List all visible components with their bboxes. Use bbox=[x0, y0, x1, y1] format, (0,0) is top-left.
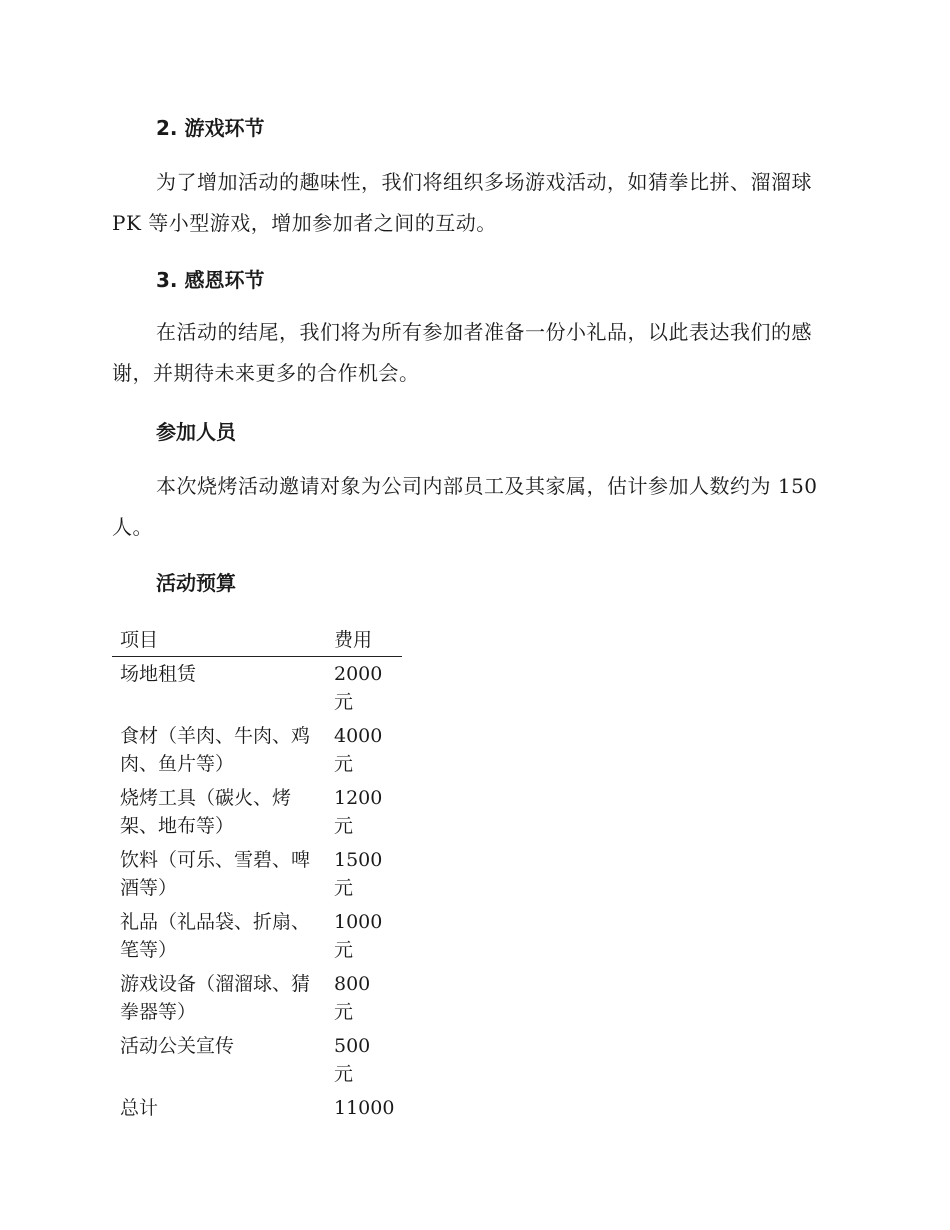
budget-header-cost: 费用 bbox=[326, 622, 402, 657]
budget-table-header-row bbox=[112, 622, 402, 657]
section-heading-participants: 参加人员 bbox=[156, 420, 236, 444]
table-row-total bbox=[112, 1091, 402, 1125]
budget-cost-cell: 1000 元 bbox=[334, 911, 383, 961]
table-row bbox=[112, 719, 402, 781]
budget-cost-cell: 500 元 bbox=[334, 1035, 371, 1085]
section-paragraph-participants: 本次烧烤活动邀请对象为公司内部员工及其家属，估计参加人数约为 150 人。 bbox=[112, 474, 818, 539]
budget-item-cell: 食材（羊肉、牛肉、鸡肉、鱼片等） bbox=[120, 725, 311, 775]
budget-cost-cell: 2000 元 bbox=[334, 663, 383, 713]
table-row bbox=[112, 905, 402, 967]
budget-item-cell: 游戏设备（溜溜球、猜拳器等） bbox=[120, 973, 311, 1023]
budget-item-cell: 礼品（礼品袋、折扇、笔等） bbox=[120, 911, 311, 961]
budget-item-cell: 饮料（可乐、雪碧、啤酒等） bbox=[120, 849, 311, 899]
budget-table bbox=[112, 622, 402, 1125]
section-paragraph-games: 为了增加活动的趣味性，我们将组织多场游戏活动，如猜拳比拼、溜溜球 PK 等小型游戏，增加参加者之间的互动。 bbox=[112, 170, 812, 235]
budget-cost-cell: 4000 元 bbox=[334, 725, 383, 775]
budget-total-label: 总计 bbox=[120, 1097, 159, 1119]
table-row bbox=[112, 843, 402, 905]
table-row bbox=[112, 1029, 402, 1091]
budget-item-cell: 烧烤工具（碳火、烤架、地布等） bbox=[120, 787, 292, 837]
budget-item-cell: 场地租赁 bbox=[120, 663, 197, 685]
table-row bbox=[112, 781, 402, 843]
section-heading-thanks: 3. 感恩环节 bbox=[156, 268, 265, 292]
table-row bbox=[112, 657, 402, 720]
table-row bbox=[112, 967, 402, 1029]
section-heading-budget: 活动预算 bbox=[156, 571, 236, 595]
budget-cost-cell: 1500 元 bbox=[334, 849, 383, 899]
budget-cost-cell: 800 元 bbox=[334, 973, 371, 1023]
section-heading-games: 2. 游戏环节 bbox=[156, 116, 265, 140]
section-paragraph-thanks: 在活动的结尾，我们将为所有参加者准备一份小礼品，以此表达我们的感谢，并期待未来更多的合作机会。 bbox=[112, 320, 812, 385]
budget-cost-cell: 1200 元 bbox=[334, 787, 383, 837]
budget-total-value: 11000 bbox=[334, 1097, 395, 1119]
budget-item-cell: 活动公关宣传 bbox=[120, 1035, 235, 1057]
budget-header-item: 项目 bbox=[112, 622, 326, 657]
